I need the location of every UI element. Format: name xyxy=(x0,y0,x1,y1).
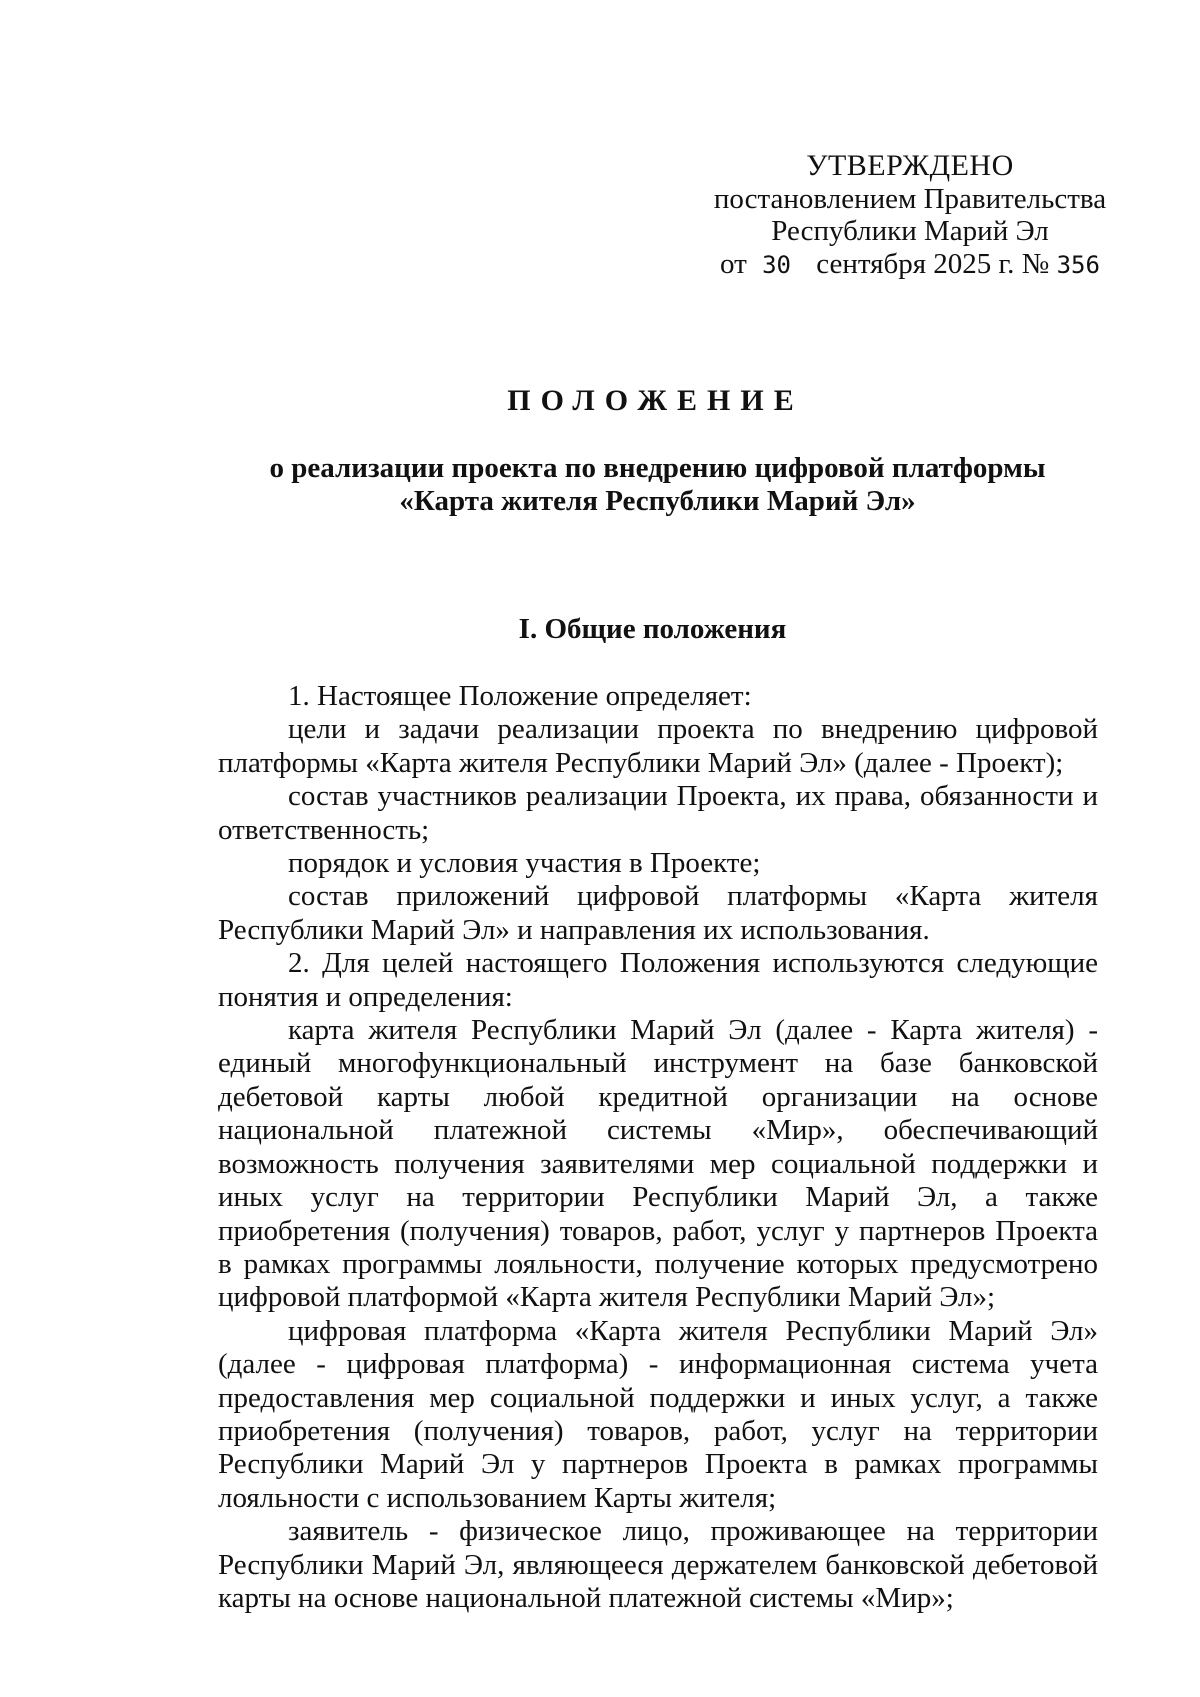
paragraph-3: состав участников реализации Проекта, их права, обязанности и ответственность; xyxy=(218,780,1098,846)
date-rest: сентября 2025 г. № xyxy=(816,247,1050,280)
date-day: 30 xyxy=(762,250,791,279)
paragraph-9: заявитель - физическое лицо, проживающее на территории Республики Марий Эл, являющееся держателем банковской дебетовой карты на основе национальной платежной системы «Мир»; xyxy=(218,1515,1098,1614)
paragraph-8: цифровая платформа «Карта жителя Республики Марий Эл» (далее - цифровая платформа) - информационная система учета предоставления мер социальной поддержки и иных услуг, а также приобретения (получения) товаров, работ, услуг на территории Республики Марий Эл у партнеров Проекта в рамках программы лояльности с использованием Карты жителя; xyxy=(218,1314,1098,1514)
document-title: ПОЛОЖЕНИЕ xyxy=(507,384,804,417)
paragraph-2: цели и задачи реализации проекта по внедрению цифровой платформы «Карта жителя Республики Марий Эл» (далее - Проект); xyxy=(218,713,1098,779)
subtitle-line-2: «Карта жителя Республики Марий Эл» xyxy=(399,485,916,517)
paragraph-1: 1. Настоящее Положение определяет: xyxy=(288,680,752,712)
subtitle-line-1: о реализации проекта по внедрению цифровой платформы xyxy=(269,452,1046,484)
section-heading: I. Общие положения xyxy=(518,613,787,645)
date-prefix: от xyxy=(720,247,747,280)
approval-stamp: УТВЕРЖДЕНО xyxy=(806,149,1014,182)
paragraph-6: 2. Для целей настоящего Положения используются следующие понятия и определения: xyxy=(218,947,1098,1013)
paragraph-7: карта жителя Республики Марий Эл (далее - Карта жителя) - единый многофункциональный инструмент на базе банковской дебетовой карты любой кредитной организации на основе национальной платежной системы «Мир», обеспечивающий возможность получения заявителями мер социальной поддержки и иных услуг на территории Республики Марий Эл, а также приобретения (получения) товаров, работ, услуг у партнеров Проекта в рамках программы лояльности, получение которых предусмотрено цифровой платформой «Карта жителя Республики Марий Эл»; xyxy=(218,1014,1098,1314)
paragraph-4: порядок и условия участия в Проекте; xyxy=(288,847,761,880)
paragraph-5: состав приложений цифровой платформы «Карта жителя Республики Марий Эл» и направления их использования. xyxy=(218,880,1098,946)
approval-date-line xyxy=(700,248,1120,282)
section-body xyxy=(218,680,1098,1615)
document-subtitle xyxy=(0,452,1200,518)
approval-block xyxy=(700,150,1120,281)
document-number: 356 xyxy=(1056,250,1100,279)
approval-line-2: Республики Марий Эл xyxy=(771,215,1049,247)
approval-line-1: постановлением Правительства xyxy=(713,182,1107,215)
